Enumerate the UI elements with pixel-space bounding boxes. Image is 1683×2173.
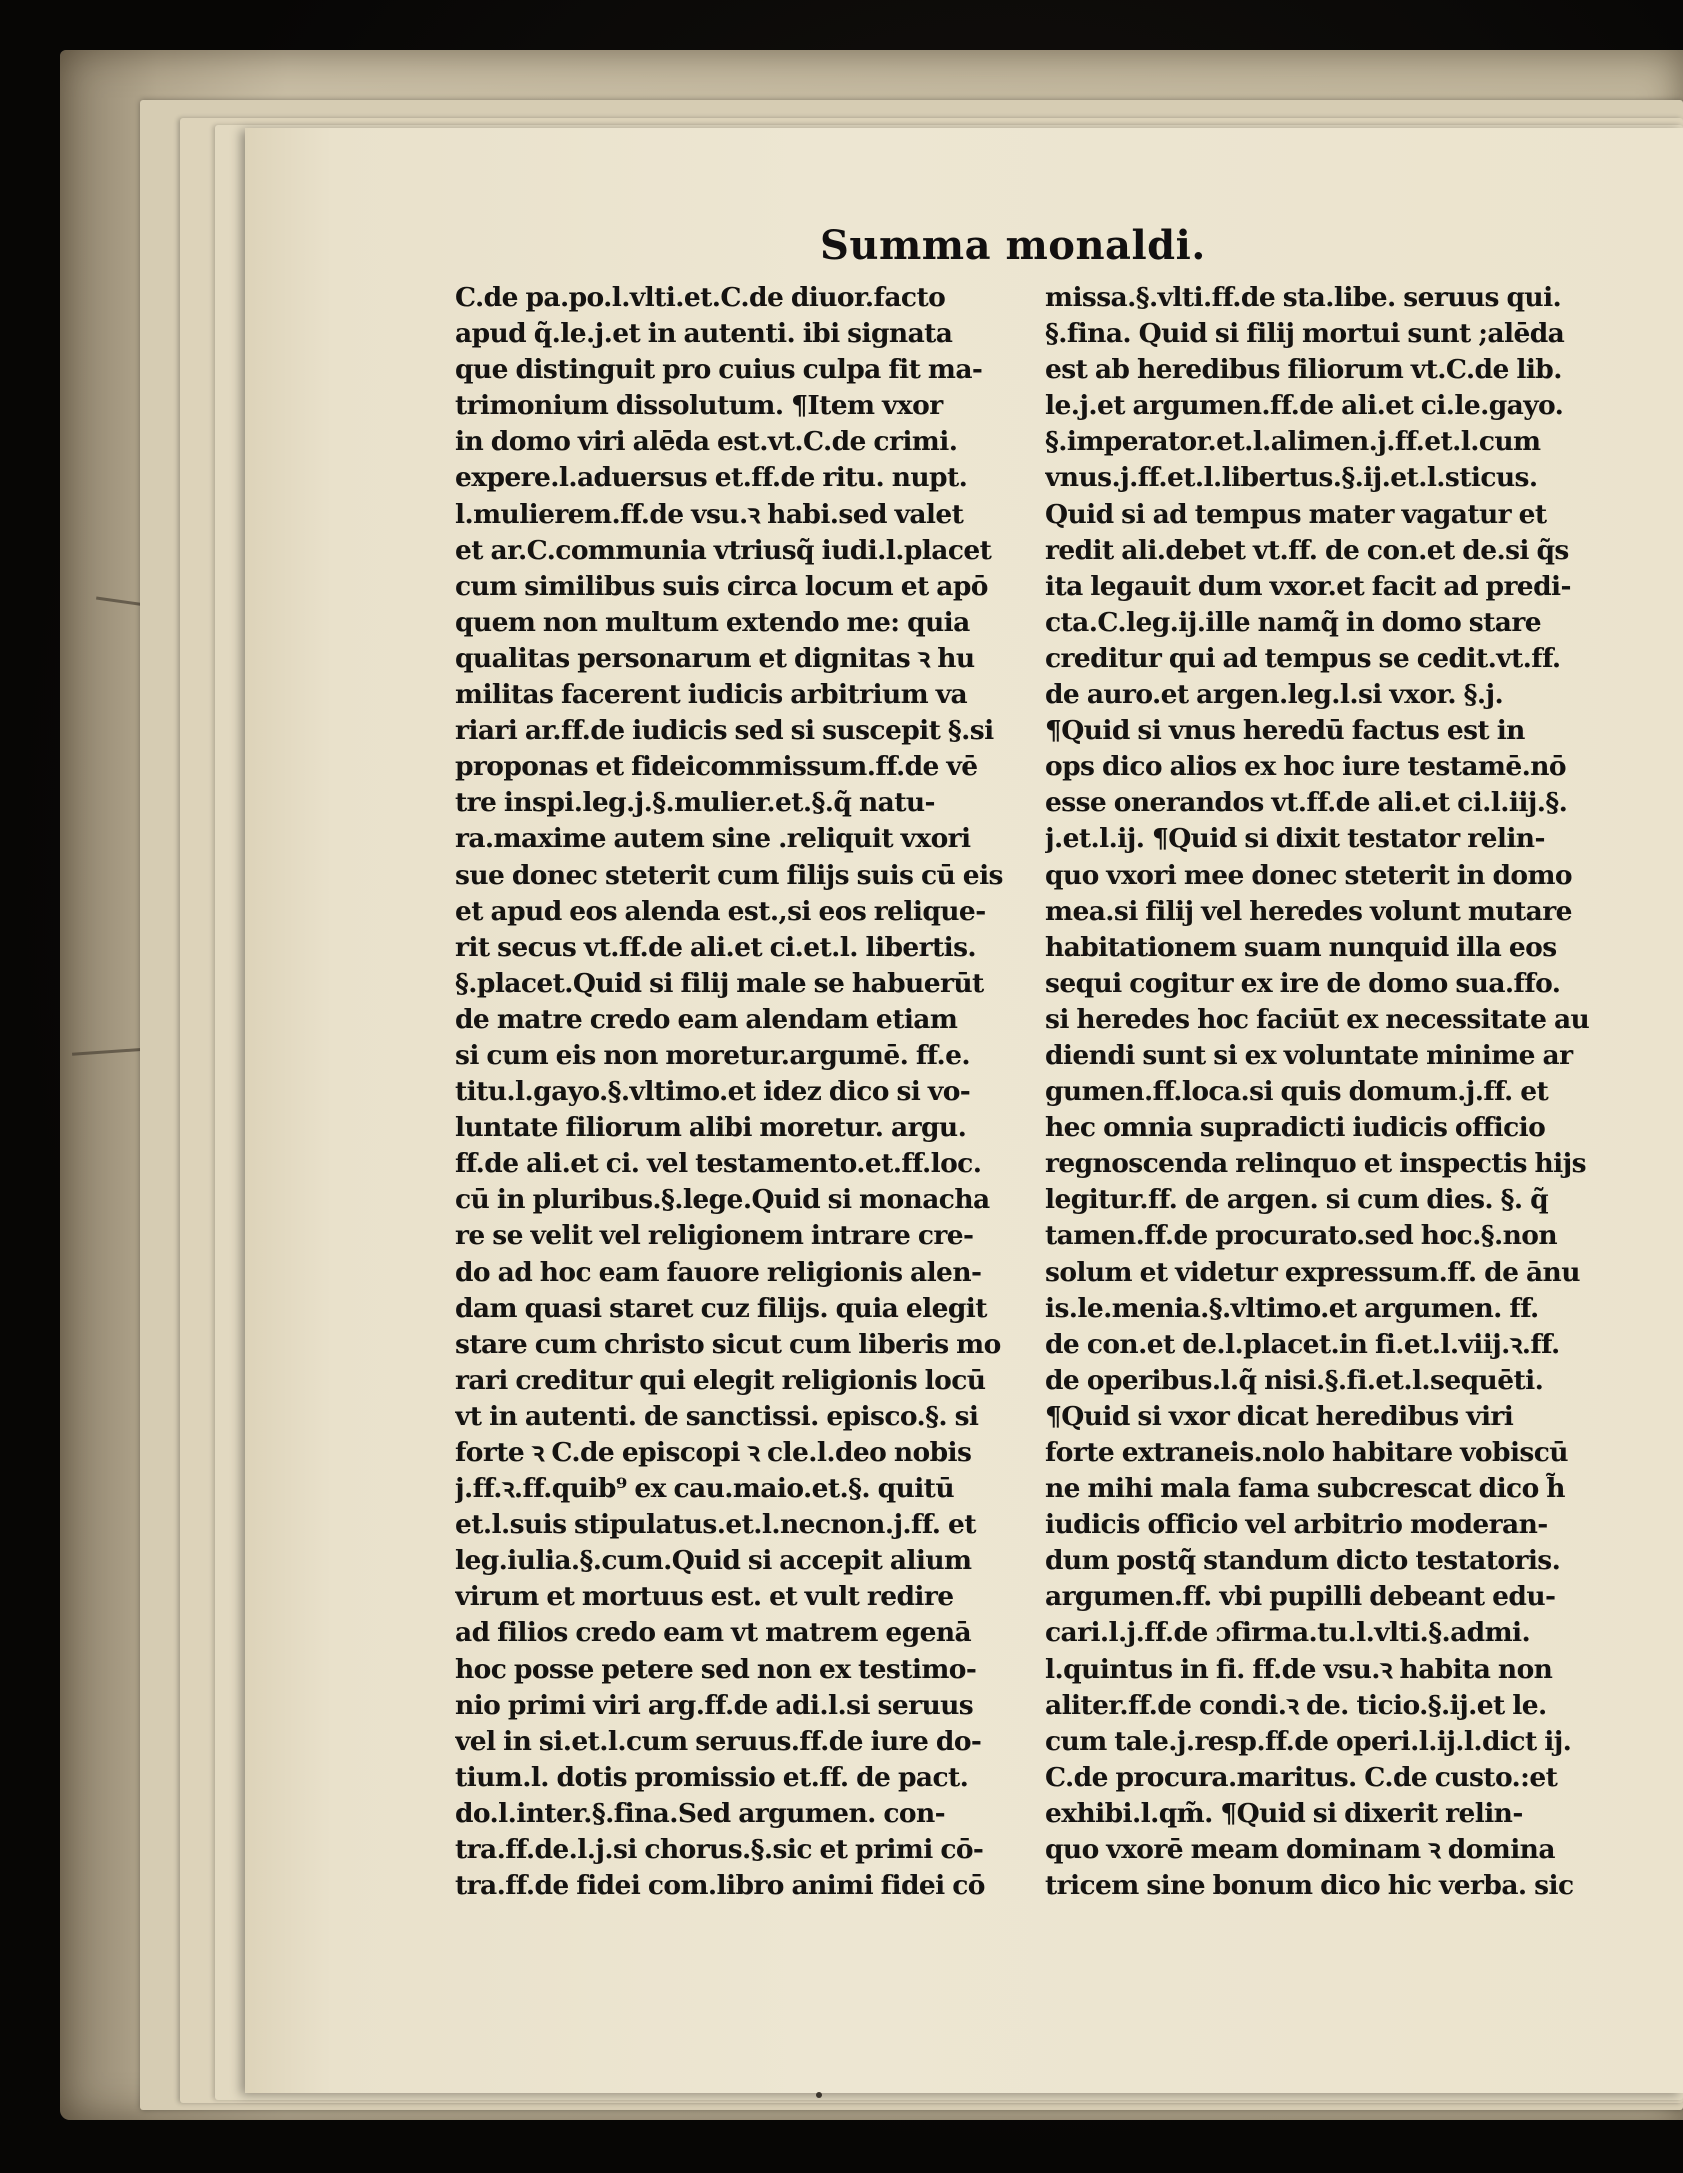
text-line: ¶Quid si vnus heredū factus est in	[1045, 715, 1525, 747]
text-line: apud q̃.le.j.et in autenti. ibi signata	[455, 318, 953, 350]
text-line: gumen.ff.loca.si quis domum.j.ff. et	[1045, 1076, 1549, 1108]
text-line: que distinguit pro cuius culpa fit ma-	[455, 354, 983, 386]
text-column-left	[455, 280, 1030, 1904]
text-line: do ad hoc eam fauore religionis alen-	[455, 1256, 982, 1288]
text-line: ¶Quid si vxor dicat heredibus viri	[1045, 1400, 1514, 1432]
text-line: forte extraneis.nolo habitare vobiscū	[1045, 1437, 1568, 1468]
text-line: C.de pa.po.l.vlti.et.C.de diuor.facto	[455, 282, 946, 313]
text-line: creditur qui ad tempus se cedit.vt.ff.	[1045, 642, 1561, 674]
text-line: l.mulierem.ff.de vsu.ꝛ habi.sed valet	[455, 498, 964, 530]
text-line: ops dico alios ex hoc iure testamē.nō	[1045, 751, 1566, 783]
text-line: l.quintus in fi. ff.de vsu.ꝛ habita non	[1045, 1653, 1553, 1685]
text-line: vel in si.et.l.cum seruus.ff.de iure do-	[455, 1725, 982, 1757]
text-line: militas facerent iudicis arbitrium va	[455, 679, 968, 711]
text-line: j.ff.ꝛ.ff.quib⁹ ex cau.maio.et.§. quitū	[455, 1473, 954, 1505]
text-line: forte ꝛ C.de episcopi ꝛ cle.l.deo nobis	[455, 1437, 972, 1468]
text-line: mea.si filij vel heredes volunt mutare	[1045, 895, 1572, 927]
text-line: tre inspi.leg.j.§.mulier.et.§.q̃ natu-	[455, 787, 935, 819]
text-line: j.et.l.ij. ¶Quid si dixit testator relin-	[1045, 823, 1545, 855]
text-line: quem non multum extendo me: quia	[455, 606, 970, 638]
text-line: de matre credo eam alendam etiam	[455, 1003, 958, 1035]
text-line: regnoscenda relinquo et inspectis hijs	[1045, 1148, 1586, 1180]
text-line: aliter.ff.de condi.ꝛ de. ticio.§.ij.et le.	[1045, 1689, 1547, 1721]
text-line: legitur.ff. de argen. si cum dies. §. q̃	[1045, 1184, 1549, 1216]
text-line: virum et mortuus est. et vult redire	[455, 1581, 954, 1613]
text-line: nio primi viri arg.ff.de adi.l.si seruus	[455, 1689, 974, 1721]
text-line: riari ar.ff.de iudicis sed si suscepit §.si	[455, 715, 994, 747]
text-line: tra.ff.de.l.j.si chorus.§.sic et primi cō-	[455, 1834, 984, 1866]
text-line: est ab heredibus filiorum vt.C.de lib.	[1045, 354, 1562, 386]
text-line: qualitas personarum et dignitas ꝛ hu	[455, 642, 975, 674]
text-line: C.de procura.maritus. C.de custo.:et	[1045, 1761, 1558, 1793]
text-line: iudicis officio vel arbitrio moderan-	[1045, 1509, 1548, 1541]
text-line: et.l.suis stipulatus.et.l.necnon.j.ff. et	[455, 1509, 976, 1541]
text-line: cta.C.leg.ij.ille namq̃ in domo stare	[1045, 606, 1541, 638]
text-column-right	[1045, 280, 1610, 1904]
text-line: dam quasi staret cuz filijs. quia elegit	[455, 1292, 987, 1324]
text-line: diendi sunt si ex voluntate minime ar	[1045, 1039, 1573, 1071]
text-line: is.le.menia.§.vltimo.et argumen. ff.	[1045, 1292, 1539, 1324]
text-line: ra.maxime autem sine .reliquit vxori	[455, 823, 971, 855]
text-line: et ar.C.communia vtriusq̃ iudi.l.placet	[455, 534, 992, 566]
text-line: Quid si ad tempus mater vagatur et	[1045, 498, 1547, 530]
text-line: stare cum christo sicut cum liberis mo	[455, 1328, 1001, 1360]
text-line: vt in autenti. de sanctissi. episco.§. si	[455, 1400, 979, 1432]
text-line: habitationem suam nunquid illa eos	[1045, 931, 1557, 963]
text-line: proponas et fideicommissum.ff.de vē	[455, 751, 978, 783]
text-line: leg.iulia.§.cum.Quid si accepit alium	[455, 1545, 972, 1577]
text-line: vnus.j.ff.et.l.libertus.§.ij.et.l.sticus.	[1045, 462, 1538, 494]
text-line: §.fina. Quid si filij mortui sunt ;alēda	[1045, 318, 1565, 350]
text-line: et apud eos alenda est.,si eos relique-	[455, 895, 986, 927]
text-line: luntate filiorum alibi moretur. argu.	[455, 1112, 967, 1144]
text-line: cum tale.j.resp.ff.de operi.l.ij.l.dict ij.	[1045, 1725, 1572, 1757]
text-line: ne mihi mala fama subcrescat dico h̃	[1045, 1473, 1565, 1505]
text-line: in domo viri alēda est.vt.C.de crimi.	[455, 426, 958, 458]
text-line: cari.l.j.ff.de ɔfirma.tu.l.vlti.§.admi.	[1045, 1617, 1531, 1649]
text-line: tamen.ff.de procurato.sed hoc.§.non	[1045, 1220, 1558, 1252]
text-line: ita legauit dum vxor.et facit ad predi-	[1045, 570, 1571, 602]
text-line: §.imperator.et.l.alimen.j.ff.et.l.cum	[1045, 426, 1541, 458]
text-line: si cum eis non moretur.argumē. ff.e.	[455, 1039, 971, 1071]
text-line: re se velit vel religionem intrare cre-	[455, 1220, 974, 1252]
text-line: quo vxorē meam dominam ꝛ domina	[1045, 1834, 1555, 1866]
text-line: exhibi.l.qm̃. ¶Quid si dixerit relin-	[1045, 1797, 1523, 1829]
text-line: tium.l. dotis promissio et.ff. de pact.	[455, 1761, 969, 1793]
text-line: ad filios credo eam vt matrem egenā	[455, 1617, 972, 1649]
running-head: Summa monaldi.	[820, 222, 1206, 269]
text-line: do.l.inter.§.fina.Sed argumen. con-	[455, 1797, 946, 1829]
text-line: argumen.ff. vbi pupilli debeant edu-	[1045, 1581, 1556, 1613]
text-line: redit ali.debet vt.ff. de con.et de.si q̃s	[1045, 534, 1569, 566]
text-line: hoc posse petere sed non ex testimo-	[455, 1653, 977, 1685]
text-line: cum similibus suis circa locum et apō	[455, 570, 988, 602]
text-line: rit secus vt.ff.de ali.et ci.et.l. libertis.	[455, 931, 977, 963]
text-line: de con.et de.l.placet.in fi.et.l.viij.ꝛ.ff.	[1045, 1328, 1560, 1360]
text-line: de auro.et argen.leg.l.si vxor. §.j.	[1045, 679, 1504, 711]
ink-dot	[816, 2092, 822, 2098]
text-line: trimonium dissolutum. ¶Item vxor	[455, 390, 943, 422]
text-line: le.j.et argumen.ff.de ali.et ci.le.gayo.	[1045, 390, 1564, 422]
text-line: hec omnia supradicti iudicis officio	[1045, 1112, 1546, 1144]
text-line: dum postq̃ standum dicto testatoris.	[1045, 1545, 1561, 1577]
text-line: tricem sine bonum dico hic verba. sic	[1045, 1870, 1574, 1902]
text-line: sue donec steterit cum filijs suis cū eis	[455, 859, 1003, 891]
text-line: solum et videtur expressum.ff. de ānu	[1045, 1256, 1580, 1288]
text-line: ff.de ali.et ci. vel testamento.et.ff.loc.	[455, 1148, 982, 1180]
text-line: titu.l.gayo.§.vltimo.et idez dico si vo-	[455, 1076, 971, 1108]
text-line: esse onerandos vt.ff.de ali.et ci.l.iij.§.	[1045, 787, 1568, 819]
text-line: tra.ff.de fidei com.libro animi fidei cō	[455, 1870, 985, 1902]
text-line: rari creditur qui elegit religionis locū	[455, 1364, 986, 1396]
text-line: quo vxori mee donec steterit in domo	[1045, 859, 1572, 891]
text-line: §.placet.Quid si filij male se habuerūt	[455, 967, 984, 999]
text-line: si heredes hoc faciūt ex necessitate au	[1045, 1003, 1590, 1035]
text-line: missa.§.vlti.ff.de sta.libe. seruus qui.	[1045, 282, 1562, 313]
text-line: de operibus.l.q̃ nisi.§.fi.et.l.sequēti.	[1045, 1364, 1544, 1396]
text-line: expere.l.aduersus et.ff.de ritu. nupt.	[455, 462, 968, 494]
text-line: cū in pluribus.§.lege.Quid si monacha	[455, 1184, 990, 1216]
text-line: sequi cogitur ex ire de domo sua.ffo.	[1045, 967, 1561, 999]
